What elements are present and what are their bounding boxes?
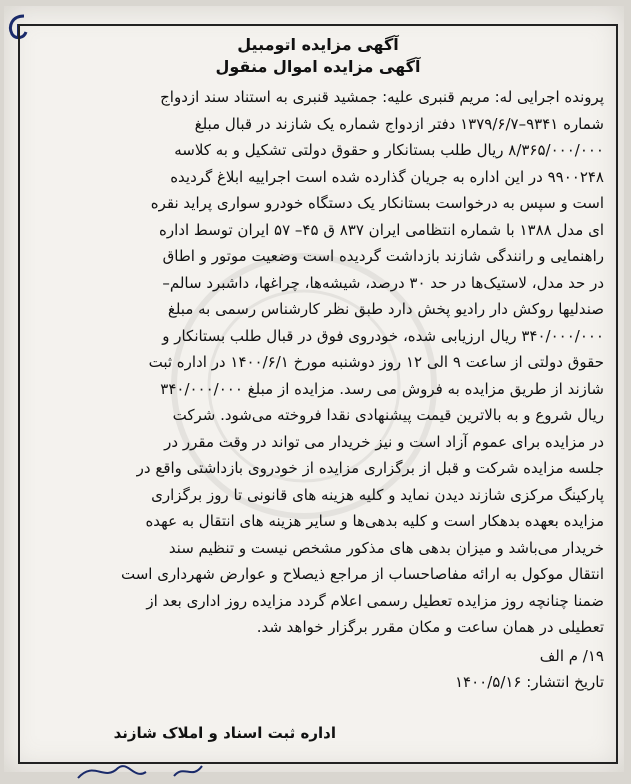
body-line: است و سپس به درخواست بستانکار یک دستگاه خودرو سواری پراید نقره: [150, 194, 604, 212]
body-line: ۳۴۰/۰۰۰/۰۰۰ ریال ارزیابی شده، خودروی فوق در قبال طلب بستانکار و: [162, 326, 604, 345]
body-line: ۹۹۰۰۲۴۸ در این اداره به جریان گذارده شده است اجراییه ابلاغ گردیده: [170, 167, 604, 186]
notice-body: [32, 84, 604, 641]
body-line: حقوق دولتی از ساعت ۹ الی ۱۲ روز دوشنبه مورخ ۱۴۰۰/۶/۱ در اداره ثبت: [148, 353, 604, 371]
notice-code: ۱۹/ م الف: [539, 646, 604, 665]
body-line: در حد مدل، لاستیک‌ها در حد ۳۰ درصد، شیشه‌ها، چراغها، داشبرد سالم–: [162, 273, 604, 292]
body-line: در مزایده برای عموم آزاد است و نیز خریدار می تواند در وقت مقرر در: [164, 432, 604, 451]
body-line: شازند از طریق مزایده به فروش می رسد. مزایده از مبلغ ۳۴۰/۰۰۰/۰۰۰: [160, 379, 604, 398]
body-line: ریال شروع و به بالاترین قیمت پیشنهادی نقدا فروخته می‌شود. شرکت: [172, 406, 604, 424]
body-line: ۸/۳۶۵/۰۰۰/۰۰۰ ریال طلب بستانکار و حقوق دولتی تشکیل و به کلاسه: [174, 141, 604, 159]
body-line: ای مدل ۱۳۸۸ با شماره انتظامی ایران ۸۳۷ ق ۴۵– ۵۷ ایران توسط اداره: [159, 220, 604, 239]
issuing-office: اداره ثبت اسناد و املاک شازند: [113, 724, 336, 742]
body-line: صندلیها روکش دار رادیو پخش دارد طبق نظر کارشناس رسمی به مبلغ: [167, 300, 604, 318]
publish-date: تاریخ انتشار: ۱۴۰۰/۵/۱۶: [454, 672, 604, 691]
notice-subtitle: آگهی مزایده اموال منقول: [215, 57, 421, 76]
newspaper-clipping: [4, 6, 624, 772]
body-line: ضمنا چنانچه روز مزایده تعطیل رسمی اعلام گردد مزایده روز اداری بعد از: [146, 591, 604, 610]
notice-title: آگهی مزایده اتومبیل: [237, 35, 399, 54]
body-line: انتقال موکول به ارائه مفاصاحساب از مراجع ذیصلاح و عوارض شهرداری است: [121, 565, 604, 583]
body-line: تعطیلی در همان ساعت و مکان مقرر برگزار خواهد شد.: [256, 618, 604, 636]
body-line: پرونده اجرایی له: مریم قنبری علیه: جمشید قنبری به استناد سند ازدواج: [160, 88, 604, 106]
body-line: راهنمایی و رانندگی شازند بازداشت گردیده است وضعیت موتور و اطاق: [162, 247, 604, 265]
body-line: جلسه مزایده شرکت و قبل از برگزاری مزایده از خودروی بازداشتی واقع در: [136, 459, 604, 477]
notice-frame: [18, 24, 618, 764]
body-line: پارکینگ مرکزی شازند دیدن نماید و کلیه هزینه های قانونی تا روز برگزاری: [151, 485, 604, 504]
body-line: خریدار می‌باشد و میزان بدهی های مذکور مشخص نیست و تنظیم سند: [168, 538, 604, 557]
body-line: مزایده بعهده بدهکار است و کلیه بدهی‌ها و سایر هزینه های انتقال به عهده: [145, 512, 604, 530]
signature-scribble-icon: [74, 758, 234, 784]
body-line: شماره ۹۳۴۱–۱۳۷۹/۶/۷ دفتر ازدواج شماره یک شازند در قبال مبلغ: [194, 114, 604, 133]
